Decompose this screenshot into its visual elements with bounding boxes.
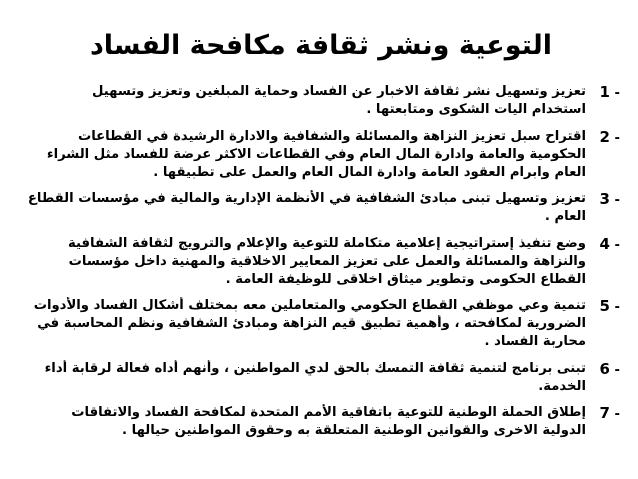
item-text [22, 297, 586, 351]
item-number [586, 235, 620, 255]
list-item [22, 360, 620, 396]
numbered-list [22, 83, 620, 440]
list-item [22, 190, 620, 226]
item-text [22, 404, 586, 440]
list-item [22, 83, 620, 119]
item-text [22, 128, 586, 182]
item-number [586, 190, 620, 210]
item-text-line: العام . [544, 209, 586, 224]
item-text-line: الضرورية لمكافحته ، وأهمية تطبيق قيم النزاهة ومبادئ الشفافية ونظم المحاسبة في [37, 316, 586, 331]
item-number-digit: 2 [599, 127, 610, 146]
item-text [22, 83, 586, 119]
item-text-line: تعزيز وتسهيل نشر ثقافة الاخبار عن الفساد وحماية المبلغين وتعزيز وتسهيل [91, 84, 586, 99]
item-number [586, 128, 620, 148]
item-number-digit: 4 [599, 234, 610, 253]
item-dash: - [614, 86, 620, 101]
item-text-line: محاربة الفساد . [484, 334, 586, 349]
item-text-line: إطلاق الحملة الوطنية للتوعية باتفاقية الأمم المتحدة لمكافحة الفساد والاتفاقات [71, 405, 586, 420]
item-text-line: الدولية الاخرى والقوانين الوطنية المتعلقة به وحقوق المواطنين حيالها . [122, 423, 586, 438]
item-text-line: والنزاهة والمسائلة والعمل على تعزيز المعايير الاخلاقية والمهنية داخل مؤسسات [68, 253, 586, 269]
item-dash: - [614, 193, 620, 208]
item-number-digit: 7 [599, 404, 610, 422]
page-title: التوعية ونشر ثقافة مكافحة الفساد [89, 30, 553, 61]
list-item [22, 404, 620, 440]
item-number [586, 297, 620, 317]
item-number-digit: 3 [599, 190, 610, 208]
item-text-line: الحكومية والعامة وادارة المال العام وفي القطاعات الاكثر عرضة للفساد مثل الشراء [46, 146, 586, 162]
item-text [22, 360, 586, 396]
item-text-line: الخدمة. [538, 378, 586, 394]
item-number [586, 83, 620, 103]
item-text-line: تبنى برنامج لتنمية ثقافة التمسك بالحق لدي المواطنين ، وأنهم أداه فعالة لرقابة أداء [44, 360, 586, 376]
item-number-digit: 6 [599, 359, 610, 378]
item-number-digit: 1 [599, 83, 610, 101]
item-dash: - [614, 362, 620, 378]
item-text-line: اقتراح سبل تعزيز النزاهة والمسائلة والشفافية والادارة الرشيدة في القطاعات [77, 128, 586, 144]
item-text-line: تنمية وعي موظفي القطاع الحكومي والمتعاملين معه بمختلف أشكال الفساد والأدوات [33, 298, 586, 313]
list-item [22, 128, 620, 182]
list-item [22, 235, 620, 289]
item-dash: - [614, 130, 620, 146]
item-text-line: القطاع الحكومى وتطوير ميثاق اخلاقى للوظيفة العامة . [225, 271, 586, 287]
item-number [586, 360, 620, 380]
item-dash: - [614, 300, 620, 315]
list-item [22, 297, 620, 351]
item-text [22, 235, 586, 289]
item-text [22, 190, 586, 226]
item-number-digit: 5 [599, 297, 610, 315]
item-text-line: استخدام اليات الشكوى ومتابعتها . [366, 102, 586, 117]
item-number [586, 404, 620, 424]
item-text-line: وضع تنفيذ إستراتيجية إعلامية متكاملة للتوعية والإعلام والترويج لثقافة الشفافية [68, 235, 586, 251]
item-text-line: تعزيز وتسهيل تبنى مبادئ الشفافية في الأنظمة الإدارية والمالية في مؤسسات القطاع [27, 191, 586, 206]
item-dash: - [614, 407, 620, 422]
item-text-line: العام وابرام العقود العامة وادارة المال العام والعمل على تطبيقها . [153, 164, 586, 180]
item-dash: - [614, 237, 620, 253]
